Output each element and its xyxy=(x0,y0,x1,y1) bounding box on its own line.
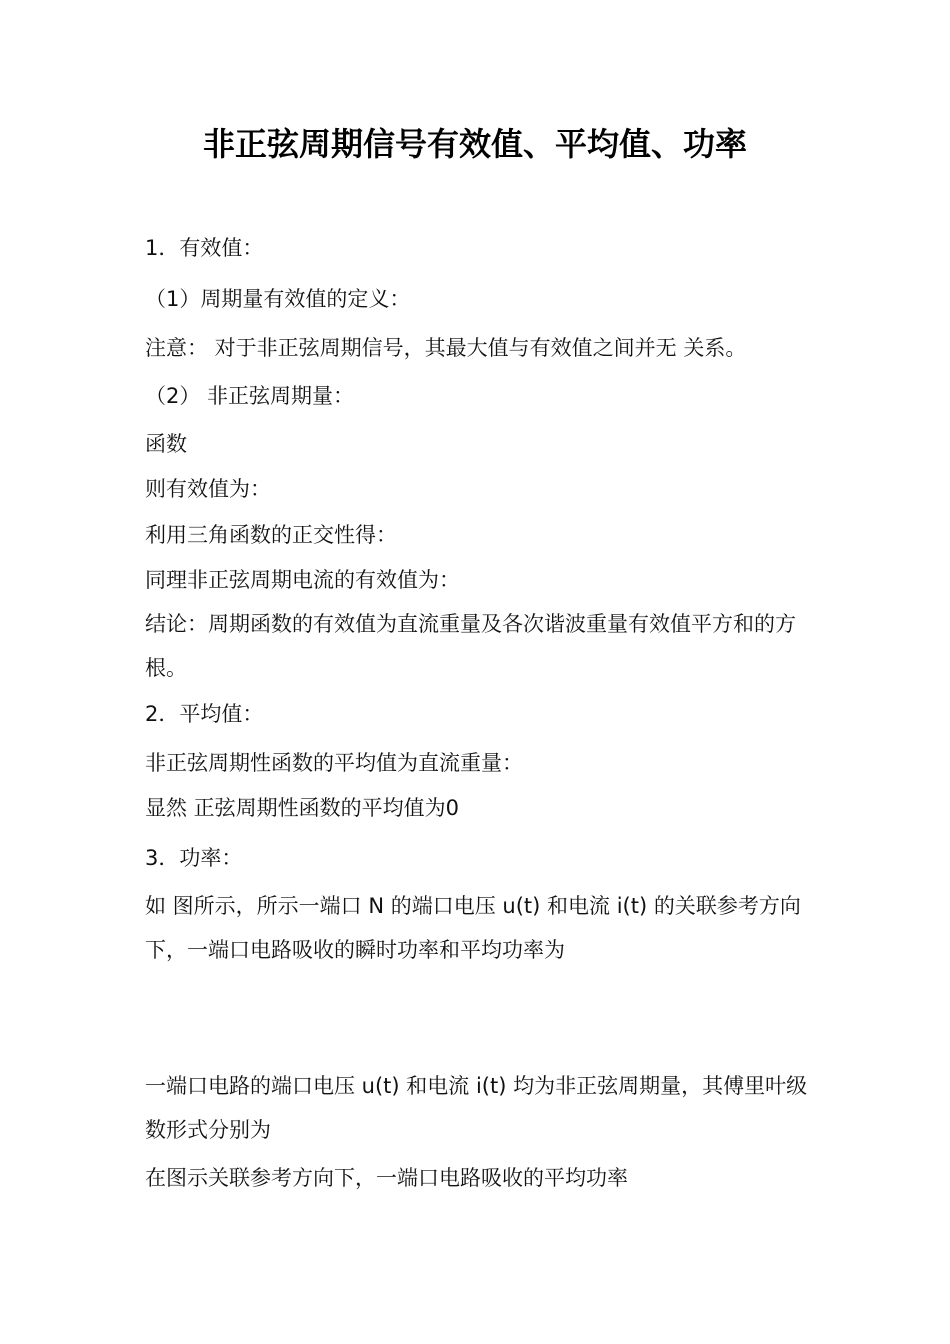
page-title: 非正弦周期信号有效值、平均值、功率 xyxy=(202,125,747,163)
subsection-rms-definition: （1）周期量有效值的定义： xyxy=(145,287,411,311)
paragraph-orthogonality: 利用三角函数的正交性得： xyxy=(145,523,397,547)
paragraph-conclusion: 结论：周期函数的有效值为直流重量及各次谐波重量有效值平方和的方根。 xyxy=(145,612,796,680)
paragraph-sine-average: 显然 正弦周期性函数的平均值为0 xyxy=(145,796,460,820)
paragraph-average-power: 在图示关联参考方向下，一端口电路吸收的平均功率 xyxy=(145,1166,628,1190)
note-paragraph: 注意： 对于非正弦周期信号，其最大值与有效值之间并无 关系。 xyxy=(145,336,747,360)
paragraph-average-dc: 非正弦周期性函数的平均值为直流重量： xyxy=(145,751,523,775)
section-heading-power: 3．功率： xyxy=(145,846,243,870)
paragraph-instant-power: 如 图所示，所示一端口 N 的端口电压 u(t) 和电流 i(t) 的关联参考方向下，一端口电路吸收的瞬时功率和平均功率为 xyxy=(145,894,801,962)
subsection-nonsinusoidal: （2） 非正弦周期量： xyxy=(145,384,355,408)
paragraph-rms-is: 则有效值为： xyxy=(145,477,271,501)
paragraph-current-rms: 同理非正弦周期电流的有效值为： xyxy=(145,568,460,592)
paragraph-fourier-series: 一端口电路的端口电压 u(t) 和电流 i(t) 均为非正弦周期量，其傅里叶级数形式分别为 xyxy=(145,1074,808,1142)
section-heading-rms: 1．有效值： xyxy=(145,236,264,260)
section-heading-average: 2．平均值： xyxy=(145,702,264,726)
paragraph-function: 函数 xyxy=(145,432,187,456)
